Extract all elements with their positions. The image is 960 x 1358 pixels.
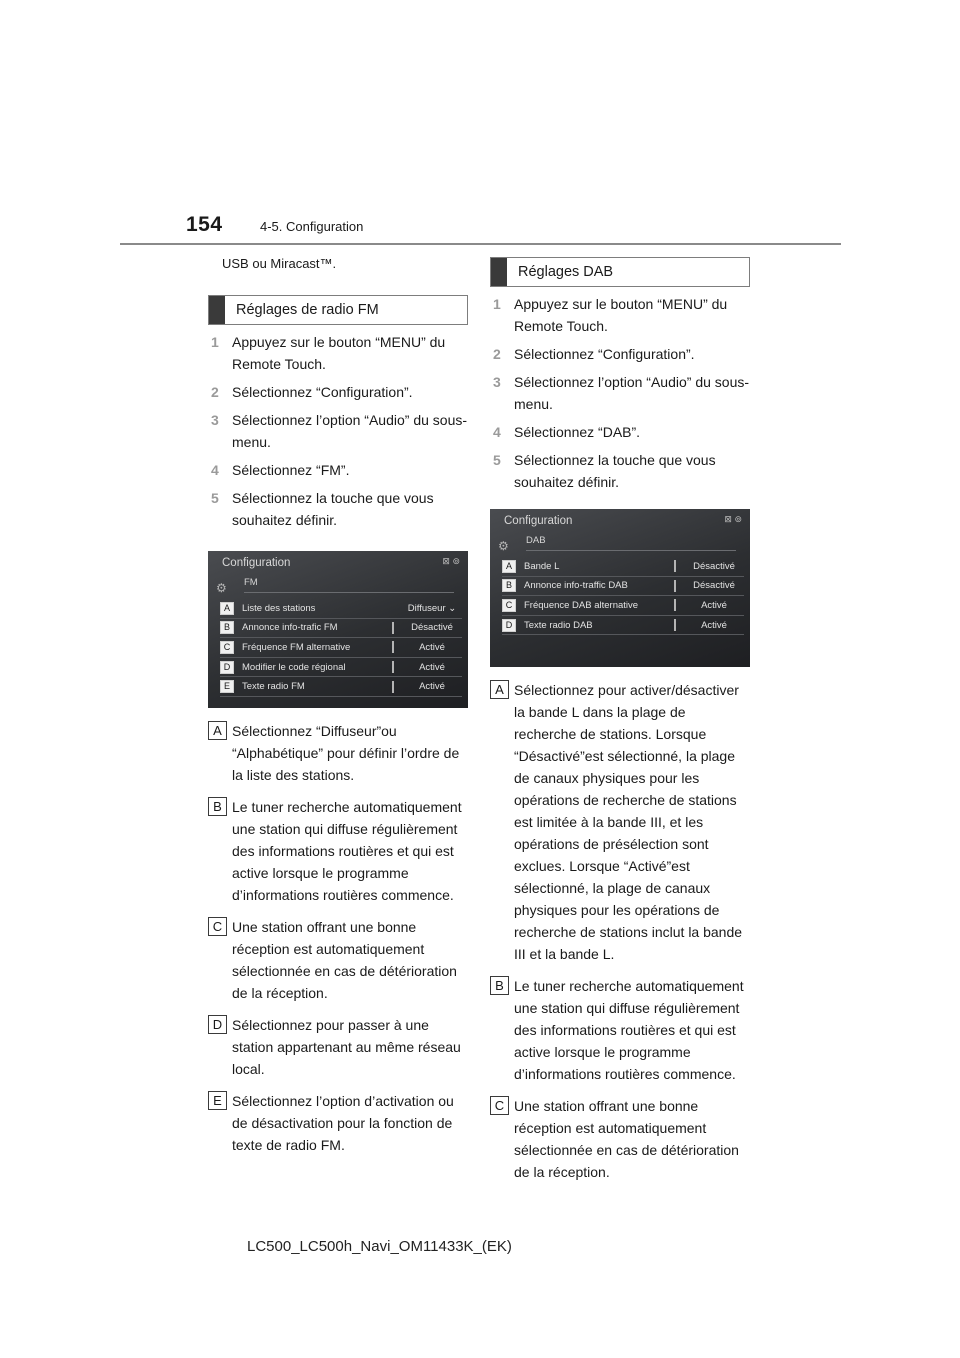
step-text: Appuyez sur le bouton “MENU” du Remote Touch. xyxy=(514,296,728,334)
step-text: Sélectionnez l’option “Audio” du sous-menu. xyxy=(514,374,750,412)
step-text: Sélectionnez “Configuration”. xyxy=(232,384,413,400)
fm-settings-screenshot xyxy=(208,551,468,708)
legend-item xyxy=(490,679,750,965)
left-column xyxy=(208,255,468,1156)
row-separator xyxy=(392,681,394,693)
step-number: 2 xyxy=(493,346,501,362)
step-item xyxy=(208,409,468,453)
row-separator xyxy=(674,560,676,572)
row-separator xyxy=(674,619,676,631)
row-label: Liste des stations xyxy=(242,602,316,614)
row-value: Diffuseur ⌄ xyxy=(407,602,457,614)
row-separator xyxy=(674,580,676,592)
step-number: 4 xyxy=(493,424,501,440)
row-value: Désactivé xyxy=(693,560,735,572)
screen-title: Configuration xyxy=(504,515,573,527)
right-column xyxy=(490,257,750,1183)
step-item xyxy=(490,293,750,337)
legend-badge: B xyxy=(208,797,227,816)
legend-item xyxy=(208,720,468,786)
intro-text: USB ou Miracast™. xyxy=(222,256,337,271)
status-icons: ⊠ ⊚ xyxy=(724,514,742,524)
step-number: 1 xyxy=(211,334,219,350)
settings-row[interactable] xyxy=(220,677,462,697)
row-label: Bande L xyxy=(524,560,560,572)
gear-icon: ⚙ xyxy=(216,581,227,595)
header-divider xyxy=(120,243,841,245)
section-reference: 4-5. Configuration xyxy=(260,219,364,234)
row-label: Annonce info-trafic FM xyxy=(242,622,338,634)
legend-item xyxy=(208,796,468,906)
step-item xyxy=(208,487,468,531)
step-number: 3 xyxy=(493,374,501,390)
row-key: A xyxy=(220,602,234,615)
row-value: Désactivé xyxy=(411,622,453,634)
legend-item xyxy=(490,1095,750,1183)
legend-text: Sélectionnez l’option d’activation ou de désactivation pour la fonction de texte de radio FM. xyxy=(232,1093,454,1153)
screen-tab: FM xyxy=(244,575,454,593)
step-text: Appuyez sur le bouton “MENU” du Remote Touch. xyxy=(232,334,446,372)
legend-item xyxy=(208,1014,468,1080)
heading-bar xyxy=(491,258,507,286)
step-item xyxy=(490,449,750,493)
row-key: A xyxy=(502,560,516,573)
legend-badge: D xyxy=(208,1015,227,1034)
step-number: 3 xyxy=(211,412,219,428)
step-item xyxy=(208,381,468,403)
legend-text: Une station offrant une bonne réception est automatiquement sélectionnée en cas de détérioration de la réception. xyxy=(232,919,457,1001)
row-key: B xyxy=(220,621,234,634)
legend-text: Sélectionnez “Diffuseur”ou “Alphabétique” pour définir l’ordre de la liste des stations. xyxy=(232,723,460,783)
row-value: Activé xyxy=(419,641,445,653)
step-item xyxy=(490,343,750,365)
step-number: 2 xyxy=(211,384,219,400)
legend-text: Sélectionnez pour activer/désactiver la bande L dans la plage de recherche de stations. Lorsque “Désactivé”est sélectionné, la plage de canaux physiques pour les opérations de recherche de stations est limitée à la bande III, et les opérations de présélection sont exclues. Lorsque “Activé”est sélectionné, la plage de canaux physiques pour les opérations de recherche de stations inclut la bande III et la bande L. xyxy=(514,682,743,962)
legend-badge: A xyxy=(208,721,227,740)
legend-text: Une station offrant une bonne réception est automatiquement sélectionnée en cas de détérioration de la réception. xyxy=(514,1098,739,1180)
step-list xyxy=(490,293,750,493)
row-separator xyxy=(392,622,394,634)
row-label: Fréquence DAB alternative xyxy=(524,599,639,611)
step-item xyxy=(208,331,468,375)
step-text: Sélectionnez “FM”. xyxy=(232,462,350,478)
page-number: 154 xyxy=(186,213,223,236)
settings-list xyxy=(502,557,744,635)
row-separator xyxy=(392,661,394,673)
legend-item xyxy=(208,1090,468,1156)
status-icons: ⊠ ⊚ xyxy=(442,556,460,566)
step-text: Sélectionnez “DAB”. xyxy=(514,424,641,440)
section-heading-dab xyxy=(490,257,750,287)
row-label: Annonce info-traffic DAB xyxy=(524,580,628,592)
settings-row[interactable] xyxy=(502,596,744,616)
row-value: Activé xyxy=(701,619,727,631)
legend-text: Le tuner recherche automatiquement une station qui diffuse régulièrement des informations routières et qui est active lorsque le programme d’informations routières commence. xyxy=(232,799,462,903)
step-number: 4 xyxy=(211,462,219,478)
step-number: 5 xyxy=(493,452,501,468)
dab-settings-screenshot xyxy=(490,509,750,667)
row-label: Fréquence FM alternative xyxy=(242,641,351,653)
step-text: Sélectionnez la touche que vous souhaitez définir. xyxy=(514,452,716,490)
row-key: C xyxy=(220,641,234,654)
step-list xyxy=(208,331,468,531)
step-text: Sélectionnez “Configuration”. xyxy=(514,346,695,362)
legend-badge: E xyxy=(208,1091,227,1110)
settings-row[interactable] xyxy=(502,577,744,597)
heading-bar xyxy=(209,296,225,324)
screen-title: Configuration xyxy=(222,557,291,569)
row-separator xyxy=(392,641,394,653)
step-item xyxy=(490,421,750,443)
gear-icon: ⚙ xyxy=(498,539,509,553)
step-number: 5 xyxy=(211,490,219,506)
screen-tab: DAB xyxy=(526,533,736,551)
step-number: 1 xyxy=(493,296,501,312)
settings-row[interactable] xyxy=(220,638,462,658)
settings-row[interactable] xyxy=(220,658,462,678)
document-footer: LC500_LC500h_Navi_OM11433K_(EK) xyxy=(247,1238,512,1255)
row-key: C xyxy=(502,599,516,612)
settings-row[interactable] xyxy=(502,557,744,577)
row-value: Désactivé xyxy=(693,580,735,592)
settings-list xyxy=(220,599,462,697)
settings-row[interactable] xyxy=(220,599,462,619)
step-text: Sélectionnez l’option “Audio” du sous-menu. xyxy=(232,412,468,450)
row-key: E xyxy=(220,680,234,693)
row-separator xyxy=(674,599,676,611)
legend-text: Sélectionnez pour passer à une station appartenant au même réseau local. xyxy=(232,1017,461,1077)
row-key: B xyxy=(502,579,516,592)
legend-badge: C xyxy=(208,917,227,936)
legend-badge: A xyxy=(490,680,509,699)
legend-text: Le tuner recherche automatiquement une station qui diffuse régulièrement des informations routières et qui est active lorsque le programme d’informations routières commence. xyxy=(514,978,744,1082)
row-label: Texte radio DAB xyxy=(524,619,593,631)
section-heading-fm xyxy=(208,295,468,325)
row-label: Modifier le code régional xyxy=(242,661,346,673)
section-title: Réglages DAB xyxy=(518,264,614,280)
step-item xyxy=(208,459,468,481)
legend-badge: B xyxy=(490,976,509,995)
legend-badge: C xyxy=(490,1096,509,1115)
row-value: Activé xyxy=(419,681,445,693)
settings-row[interactable] xyxy=(220,619,462,639)
legend-item xyxy=(208,916,468,1004)
row-value: Activé xyxy=(701,599,727,611)
legend-item xyxy=(490,975,750,1085)
step-item xyxy=(490,371,750,415)
settings-row[interactable] xyxy=(502,616,744,636)
row-label: Texte radio FM xyxy=(242,681,305,693)
row-value: Activé xyxy=(419,661,445,673)
row-key: D xyxy=(502,619,516,632)
section-title: Réglages de radio FM xyxy=(236,302,379,318)
row-key: D xyxy=(220,661,234,674)
step-text: Sélectionnez la touche que vous souhaitez définir. xyxy=(232,490,434,528)
